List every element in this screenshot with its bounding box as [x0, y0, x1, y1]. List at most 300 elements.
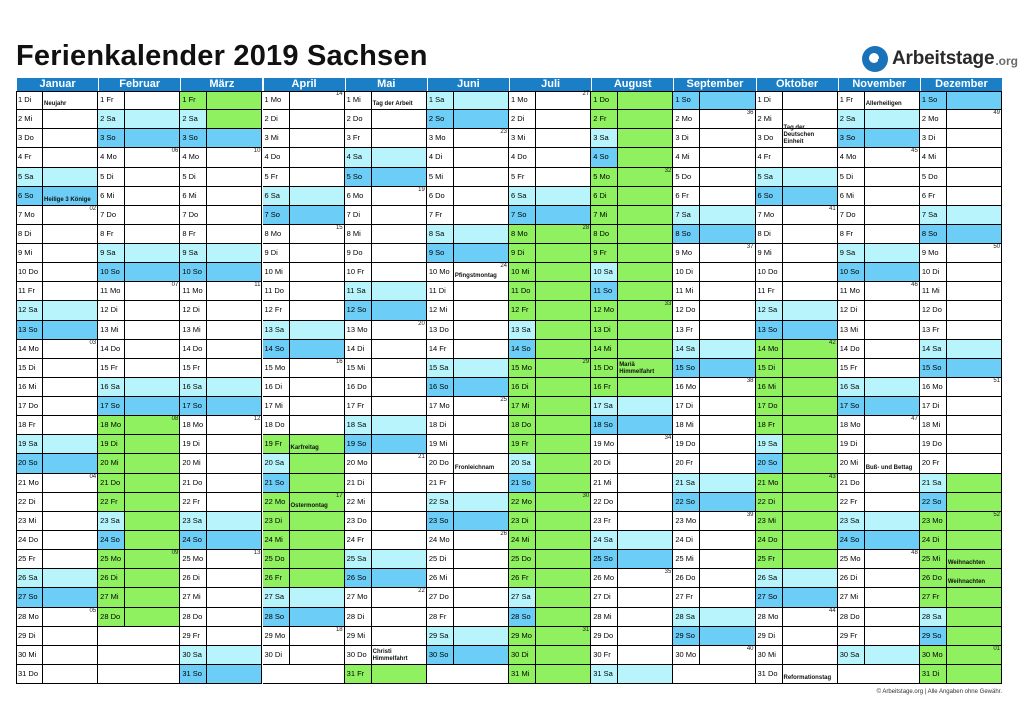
- weekend-fill: [207, 263, 261, 281]
- logo-name: Arbeitstage: [892, 48, 995, 69]
- day-cell: [673, 550, 755, 569]
- day-cell: [673, 359, 755, 378]
- weekend-fill: [207, 244, 261, 262]
- weekend-fill: [865, 531, 919, 549]
- day-cell: [756, 244, 838, 263]
- calendar-week-number: 06: [171, 148, 179, 155]
- day-cell: [920, 225, 1002, 244]
- day-label: 10 So: [180, 263, 207, 281]
- weekend-fill: [536, 321, 590, 339]
- day-label: 22 Mo: [263, 493, 290, 511]
- day-label: 2 Di: [263, 110, 290, 128]
- day-cell: [427, 512, 509, 531]
- day-cell: [263, 282, 345, 301]
- day-cell: [920, 148, 1002, 167]
- day-label: 18 Fr: [756, 416, 783, 434]
- day-cell: [98, 359, 180, 378]
- day-cell: [16, 244, 98, 263]
- day-label: 2 Fr: [591, 110, 618, 128]
- day-label: 14 Mi: [591, 340, 618, 358]
- day-cell: [180, 665, 262, 684]
- day-label: 2 Mo: [920, 110, 947, 128]
- weekend-fill: [207, 531, 261, 549]
- weekend-fill: [536, 187, 590, 205]
- day-cell: [756, 665, 838, 684]
- calendar-week-number: 35: [664, 569, 672, 576]
- day-label: 12 Fr: [263, 301, 290, 319]
- day-cell: [98, 340, 180, 359]
- day-label: 26 Sa: [756, 569, 783, 587]
- day-label: 6 Mi: [180, 187, 207, 205]
- day-label: 27 So: [16, 588, 43, 606]
- day-label: 19 So: [345, 435, 372, 453]
- day-label: 14 Do: [98, 340, 125, 358]
- day-cell: [16, 282, 98, 301]
- day-cell: [591, 301, 673, 320]
- day-cell: [920, 665, 1002, 684]
- day-label: 28 Mo: [756, 608, 783, 626]
- day-cell: [98, 129, 180, 148]
- day-label: 20 Do: [427, 454, 454, 472]
- day-label: 3 Mi: [509, 129, 536, 147]
- day-cell: [180, 588, 262, 607]
- weekend-fill: [783, 569, 837, 587]
- day-label: 4 Do: [263, 148, 290, 166]
- day-label: 30 So: [427, 646, 454, 664]
- day-cell: [98, 168, 180, 187]
- day-label: 19 Fr: [509, 435, 536, 453]
- calendar-week-number: 48: [911, 550, 918, 557]
- weekend-fill: [947, 359, 1001, 377]
- day-cell: [427, 301, 509, 320]
- day-label: 12 Do: [673, 301, 700, 319]
- day-cell: [591, 416, 673, 435]
- day-cell: [509, 550, 591, 569]
- day-label: 19 Di: [838, 435, 865, 453]
- day-label: 7 Mo: [16, 206, 43, 224]
- weekend-fill: [454, 225, 508, 243]
- day-cell: [345, 187, 427, 206]
- day-cell: [98, 531, 180, 550]
- day-cell: [920, 168, 1002, 187]
- day-cell: [180, 627, 262, 646]
- day-cell: [673, 340, 755, 359]
- weekend-fill: [700, 608, 754, 626]
- day-label: 15 Fr: [838, 359, 865, 377]
- day-label: 23 Sa: [180, 512, 207, 530]
- day-label: 5 Do: [920, 168, 947, 186]
- weekend-fill: [536, 608, 590, 626]
- day-label: 11 Mo: [180, 282, 207, 300]
- day-cell: [591, 665, 673, 684]
- day-label: 8 Do: [591, 225, 618, 243]
- day-label: 19 Do: [920, 435, 947, 453]
- day-cell: [263, 110, 345, 129]
- weekend-fill: [865, 378, 919, 396]
- day-label: 21 Do: [838, 474, 865, 492]
- day-label: 9 Sa: [838, 244, 865, 262]
- day-label: 30 Di: [263, 646, 290, 664]
- day-cell: [345, 416, 427, 435]
- day-label: 26 Di: [98, 569, 125, 587]
- weekend-fill: [865, 110, 919, 128]
- day-cell: [920, 569, 1002, 588]
- day-cell: [920, 340, 1002, 359]
- weekend-fill: [290, 608, 344, 626]
- calendar-week-number: 42: [828, 339, 836, 346]
- day-label: 11 Fr: [756, 282, 783, 300]
- day-label: 23 Do: [345, 512, 372, 530]
- day-cell: [673, 91, 755, 110]
- arbeitstage-logo-icon: [862, 46, 888, 72]
- day-cell: [838, 416, 920, 435]
- day-cell: [920, 416, 1002, 435]
- day-cell: [920, 627, 1002, 646]
- day-cell: [509, 168, 591, 187]
- weekend-fill: [43, 588, 97, 606]
- day-label: 1 Di: [756, 91, 783, 109]
- day-label: 22 Mo: [509, 493, 536, 511]
- day-label: 18 Di: [427, 416, 454, 434]
- day-cell: [591, 321, 673, 340]
- day-label: 14 Do: [180, 340, 207, 358]
- day-cell: [98, 512, 180, 531]
- day-cell: [427, 531, 509, 550]
- day-cell: [16, 359, 98, 378]
- day-label: 31 So: [180, 665, 207, 683]
- day-label: 4 So: [591, 148, 618, 166]
- day-cell: [838, 263, 920, 282]
- day-label: 29 Mo: [263, 627, 290, 645]
- day-cell: [509, 435, 591, 454]
- day-cell: [98, 550, 180, 569]
- day-cell: [98, 416, 180, 435]
- day-cell: [838, 110, 920, 129]
- day-cell: [263, 168, 345, 187]
- day-cell: [673, 187, 755, 206]
- month-header-1: Januar: [16, 78, 98, 91]
- calendar-week-number: 11: [254, 282, 261, 289]
- day-cell: [427, 397, 509, 416]
- day-cell: [920, 206, 1002, 225]
- day-cell: [345, 550, 427, 569]
- day-label: 20 Mi: [180, 454, 207, 472]
- day-label: 8 Mo: [263, 225, 290, 243]
- month-header-7: Juli: [509, 78, 591, 91]
- day-cell: [838, 550, 920, 569]
- day-label: 16 Di: [509, 378, 536, 396]
- calendar-week-number: 13: [253, 550, 261, 557]
- weekend-fill: [454, 627, 508, 645]
- day-cell: [920, 91, 1002, 110]
- day-cell: [16, 148, 98, 167]
- day-cell: [920, 608, 1002, 627]
- day-cell: [673, 301, 755, 320]
- day-cell: [263, 550, 345, 569]
- day-label: 1 So: [673, 91, 700, 109]
- day-cell: [756, 187, 838, 206]
- day-cell: [98, 397, 180, 416]
- day-cell: [756, 148, 838, 167]
- day-cell: [591, 627, 673, 646]
- day-label: 21 So: [509, 474, 536, 492]
- day-cell: [509, 129, 591, 148]
- day-label: 5 Fr: [263, 168, 290, 186]
- day-label: 2 So: [427, 110, 454, 128]
- day-label: 16 Sa: [98, 378, 125, 396]
- day-label: 30 Sa: [180, 646, 207, 664]
- day-cell: [345, 340, 427, 359]
- day-label: 15 Sa: [427, 359, 454, 377]
- day-cell: [98, 206, 180, 225]
- day-cell: [263, 321, 345, 340]
- day-label: 17 So: [180, 397, 207, 415]
- day-label: 31 Sa: [591, 665, 618, 683]
- day-label: 12 Mo: [591, 301, 618, 319]
- weekend-fill: [290, 588, 344, 606]
- day-cell: [673, 493, 755, 512]
- weekend-fill: [783, 168, 837, 186]
- day-label: 25 Sa: [345, 550, 372, 568]
- day-cell: [920, 646, 1002, 665]
- day-label: 22 Sa: [427, 493, 454, 511]
- calendar-week-number: 05: [89, 607, 97, 614]
- day-cell: [756, 588, 838, 607]
- day-label: 25 So: [591, 550, 618, 568]
- day-label: 11 Do: [263, 282, 290, 300]
- day-cell: [509, 569, 591, 588]
- day-label: 21 Do: [180, 474, 207, 492]
- day-label: 6 Sa: [509, 187, 536, 205]
- day-label: 25 Fr: [16, 550, 43, 568]
- day-label: 17 So: [838, 397, 865, 415]
- day-cell: [920, 301, 1002, 320]
- day-cell: [16, 512, 98, 531]
- weekend-fill: [207, 129, 261, 147]
- day-cell: [509, 608, 591, 627]
- day-label: 24 Sa: [591, 531, 618, 549]
- day-label: 27 Mo: [345, 588, 372, 606]
- day-cell: [509, 531, 591, 550]
- day-cell: [345, 359, 427, 378]
- day-cell: [180, 168, 262, 187]
- day-label: 19 Di: [98, 435, 125, 453]
- day-cell: [756, 474, 838, 493]
- day-cell: [509, 454, 591, 473]
- day-label: 14 Mo: [16, 340, 43, 358]
- day-label: 29 Do: [591, 627, 618, 645]
- day-label: 20 Mo: [345, 454, 372, 472]
- calendar-week-number: 51: [993, 377, 1001, 384]
- day-label: 16 Mo: [920, 378, 947, 396]
- day-cell: [180, 512, 262, 531]
- day-label: 4 Sa: [345, 148, 372, 166]
- day-cell: [16, 263, 98, 282]
- day-label: 24 Fr: [345, 531, 372, 549]
- day-label: 13 Mi: [98, 321, 125, 339]
- day-cell: [427, 110, 509, 129]
- day-cell: [838, 397, 920, 416]
- weekend-fill: [207, 397, 261, 415]
- day-cell: [345, 168, 427, 187]
- day-cell: [838, 378, 920, 397]
- day-label: 10 Mi: [263, 263, 290, 281]
- day-label: 18 Mo: [180, 416, 207, 434]
- day-label: 8 Di: [16, 225, 43, 243]
- day-cell: [98, 110, 180, 129]
- day-label: 25 Mo: [98, 550, 125, 568]
- day-cell: [756, 397, 838, 416]
- holiday-label: Karfreitag: [290, 445, 319, 452]
- day-label: 7 Sa: [920, 206, 947, 224]
- day-label: 22 Fr: [180, 493, 207, 511]
- day-cell: [180, 454, 262, 473]
- weekend-fill: [536, 340, 590, 358]
- calendar-week-number: 03: [89, 339, 97, 346]
- day-cell: [16, 340, 98, 359]
- day-label: 12 Do: [920, 301, 947, 319]
- day-label: 23 Mi: [16, 512, 43, 530]
- calendar-week-number: 08: [171, 416, 179, 423]
- day-cell: [920, 263, 1002, 282]
- weekend-fill: [290, 340, 344, 358]
- day-cell: [98, 282, 180, 301]
- weekend-fill: [454, 91, 508, 109]
- day-cell: [591, 378, 673, 397]
- day-label: 5 Mo: [591, 168, 618, 186]
- day-cell: [263, 397, 345, 416]
- weekend-fill: [372, 168, 426, 186]
- day-cell: [673, 588, 755, 607]
- weekend-fill: [454, 359, 508, 377]
- day-cell: [838, 588, 920, 607]
- day-label: 13 Do: [427, 321, 454, 339]
- day-label: 2 Sa: [838, 110, 865, 128]
- day-label: 6 Mi: [98, 187, 125, 205]
- day-label: 30 Mi: [16, 646, 43, 664]
- day-label: 17 Di: [673, 397, 700, 415]
- day-label: 7 Do: [180, 206, 207, 224]
- day-cell: [591, 493, 673, 512]
- day-label: 27 Fr: [673, 588, 700, 606]
- day-label: 6 So: [16, 187, 43, 205]
- day-label: 30 Mo: [673, 646, 700, 664]
- day-cell: [838, 493, 920, 512]
- day-cell: [838, 168, 920, 187]
- day-cell: [673, 321, 755, 340]
- day-cell: [180, 148, 262, 167]
- calendar-week-number: 49: [993, 110, 1001, 117]
- day-cell: [263, 206, 345, 225]
- weekend-fill: [618, 282, 672, 300]
- calendar-week-number: 45: [911, 148, 918, 155]
- day-cell: [16, 225, 98, 244]
- day-label: 1 Do: [591, 91, 618, 109]
- day-label: 14 Di: [345, 340, 372, 358]
- day-cell: [427, 168, 509, 187]
- day-cell: [98, 435, 180, 454]
- day-cell: [345, 569, 427, 588]
- day-cell: [838, 91, 920, 110]
- holiday-label: Tag der Arbeit: [372, 101, 413, 108]
- day-label: 11 Fr: [16, 282, 43, 300]
- day-cell: [673, 168, 755, 187]
- day-label: 13 So: [16, 321, 43, 339]
- day-label: 8 So: [920, 225, 947, 243]
- day-cell: [263, 91, 345, 110]
- weekend-fill: [783, 435, 837, 453]
- day-cell: [180, 225, 262, 244]
- day-cell: [98, 608, 180, 627]
- day-label: 21 So: [263, 474, 290, 492]
- day-cell: [98, 225, 180, 244]
- day-label: 3 Sa: [591, 129, 618, 147]
- calendar-week-number: 21: [418, 454, 425, 461]
- day-cell: [591, 263, 673, 282]
- day-label: 26 Fr: [263, 569, 290, 587]
- day-cell: [180, 569, 262, 588]
- day-cell: [591, 569, 673, 588]
- day-cell: [756, 168, 838, 187]
- day-cell: [756, 125, 838, 148]
- day-cell: [673, 148, 755, 167]
- day-label: 5 Di: [180, 168, 207, 186]
- day-cell: [263, 627, 345, 646]
- day-label: 9 Do: [345, 244, 372, 262]
- weekend-fill: [618, 397, 672, 415]
- day-cell: [427, 435, 509, 454]
- day-label: 27 So: [756, 588, 783, 606]
- day-label: 1 Fr: [838, 91, 865, 109]
- logo-tld: .org: [995, 54, 1018, 68]
- day-cell: [591, 187, 673, 206]
- day-label: 12 Di: [98, 301, 125, 319]
- day-label: 16 Fr: [591, 378, 618, 396]
- weekend-fill: [947, 225, 1001, 243]
- day-cell: [756, 454, 838, 473]
- weekend-fill: [125, 129, 179, 147]
- day-label: 22 Di: [756, 493, 783, 511]
- day-label: 24 Di: [920, 531, 947, 549]
- day-cell: [263, 588, 345, 607]
- day-label: 15 Fr: [98, 359, 125, 377]
- day-cell: [509, 301, 591, 320]
- day-label: 5 Sa: [756, 168, 783, 186]
- day-cell: [591, 588, 673, 607]
- day-label: 30 Di: [509, 646, 536, 664]
- day-label: 22 Di: [16, 493, 43, 511]
- day-label: 27 Sa: [263, 588, 290, 606]
- calendar-week-number: 27: [582, 91, 590, 97]
- calendar-week-number: 39: [746, 511, 754, 518]
- day-cell: [427, 91, 509, 110]
- day-label: 26 Do: [673, 569, 700, 587]
- day-cell: [673, 378, 755, 397]
- day-label: 24 So: [180, 531, 207, 549]
- day-cell: [591, 91, 673, 110]
- day-label: 18 Do: [509, 416, 536, 434]
- weekend-fill: [618, 665, 672, 683]
- day-cell: [920, 493, 1002, 512]
- day-label: 13 So: [756, 321, 783, 339]
- day-label: 17 Di: [920, 397, 947, 415]
- day-cell: [345, 282, 427, 301]
- day-label: 4 Mo: [838, 148, 865, 166]
- day-label: 2 Mi: [16, 110, 43, 128]
- day-label: 13 Sa: [509, 321, 536, 339]
- day-label: 17 Do: [756, 397, 783, 415]
- day-cell: [509, 91, 591, 110]
